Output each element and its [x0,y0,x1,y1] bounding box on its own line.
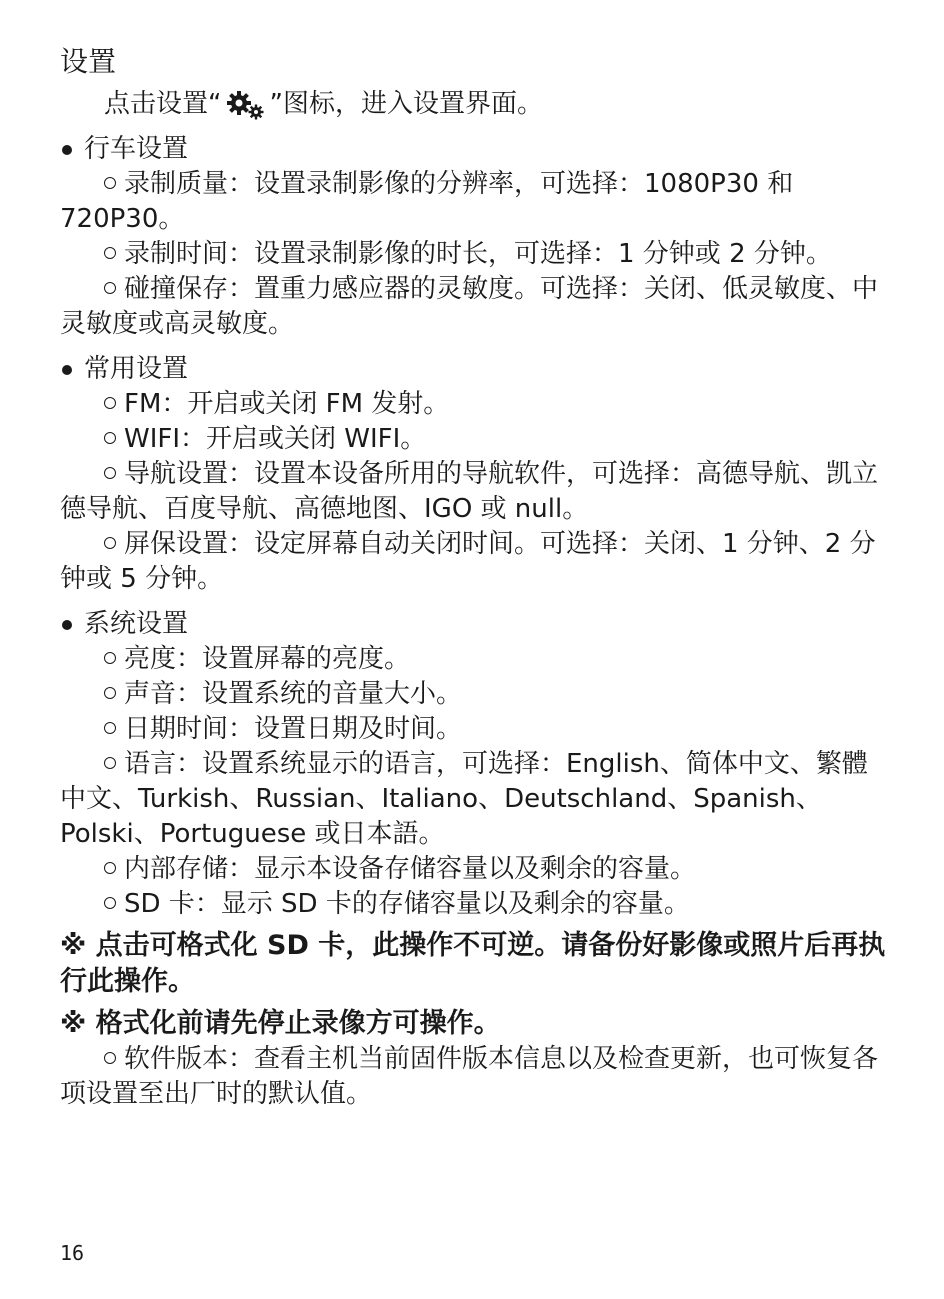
list-item [60,677,890,712]
circle-bullet-icon [104,687,116,699]
circle-bullet-icon [104,177,116,189]
page-number: 16 [60,1241,85,1265]
circle-bullet-icon [104,397,116,409]
list-item-text: FM：开启或关闭 FM 发射。 [124,389,450,419]
list-item-text: 导航设置：设置本设备所用的导航软件，可选择：高德导航、凯立德导航、百度导航、高德地图、IGO 或 null。 [60,459,879,524]
intro-line [60,87,890,122]
circle-bullet-icon [104,247,116,259]
section-heading [60,607,890,642]
section-heading [60,352,890,387]
page-title: 设置 [60,45,117,78]
list-item [60,1042,890,1112]
list-item-text: 语言：设置系统显示的语言，可选择：English、简体中文、繁體中文、Turkish、Russian、Italiano、Deutschland、Spanish、Polski、Portuguese 或日本語。 [60,749,868,849]
intro-text-before: 点击设置“ [104,89,222,119]
bullet-icon [62,620,72,630]
manual-page [60,40,890,1112]
list-item [60,642,890,677]
list-item-text: 声音：设置系统的音量大小。 [124,679,463,709]
circle-bullet-icon [104,862,116,874]
section-driving-settings [60,132,890,342]
circle-bullet-icon [104,722,116,734]
list-item [60,237,890,272]
circle-bullet-icon [104,467,116,479]
list-item-text: 碰撞保存：置重力感应器的灵敏度。可选择：关闭、低灵敏度、中灵敏度或高灵敏度。 [60,274,879,339]
list-item-text: 录制质量：设置录制影像的分辨率，可选择：1080P30 和 720P30。 [60,169,794,234]
bullet-icon [62,365,72,375]
circle-bullet-icon [104,432,116,444]
list-item-text: WIFI：开启或关闭 WIFI。 [124,424,427,454]
list-item-text: 亮度：设置屏幕的亮度。 [124,644,411,674]
list-item [60,852,890,887]
list-item-text: 软件版本：查看主机当前固件版本信息以及检查更新，也可恢复各项设置至出厂时的默认值。 [60,1044,879,1109]
list-item [60,422,890,457]
warning-note: ※ 格式化前请先停止录像方可操作。 [60,1008,501,1039]
circle-bullet-icon [104,757,116,769]
circle-bullet-icon [104,652,116,664]
list-item-text: 录制时间：设置录制影像的时长，可选择：1 分钟或 2 分钟。 [124,239,832,269]
list-item [60,167,890,237]
circle-bullet-icon [104,282,116,294]
section-system-settings [60,607,890,922]
circle-bullet-icon [104,897,116,909]
intro-text-after: ”图标，进入设置界面。 [269,89,543,119]
section-heading-label: 行车设置 [84,134,189,164]
list-item [60,887,890,922]
list-item [60,712,890,747]
warning-note: ※ 点击可格式化 SD 卡，此操作不可逆。请备份好影像或照片后再执行此操作。 [60,930,886,997]
circle-bullet-icon [104,537,116,549]
section-heading-label: 系统设置 [84,609,189,639]
section-heading-label: 常用设置 [84,354,189,384]
list-item [60,387,890,422]
gear-icon [225,90,265,120]
list-item-text: SD 卡：显示 SD 卡的存储容量以及剩余的容量。 [124,889,690,919]
circle-bullet-icon [104,1052,116,1064]
list-item [60,457,890,527]
bullet-icon [62,145,72,155]
list-item-text: 屏保设置：设定屏幕自动关闭时间。可选择：关闭、1 分钟、2 分钟或 5 分钟。 [60,529,876,594]
list-item-text: 日期时间：设置日期及时间。 [124,714,463,744]
list-item [60,527,890,597]
list-item-text: 内部存储：显示本设备存储容量以及剩余的容量。 [124,854,697,884]
list-item [60,747,890,852]
section-heading [60,132,890,167]
section-common-settings [60,352,890,597]
list-item [60,272,890,342]
